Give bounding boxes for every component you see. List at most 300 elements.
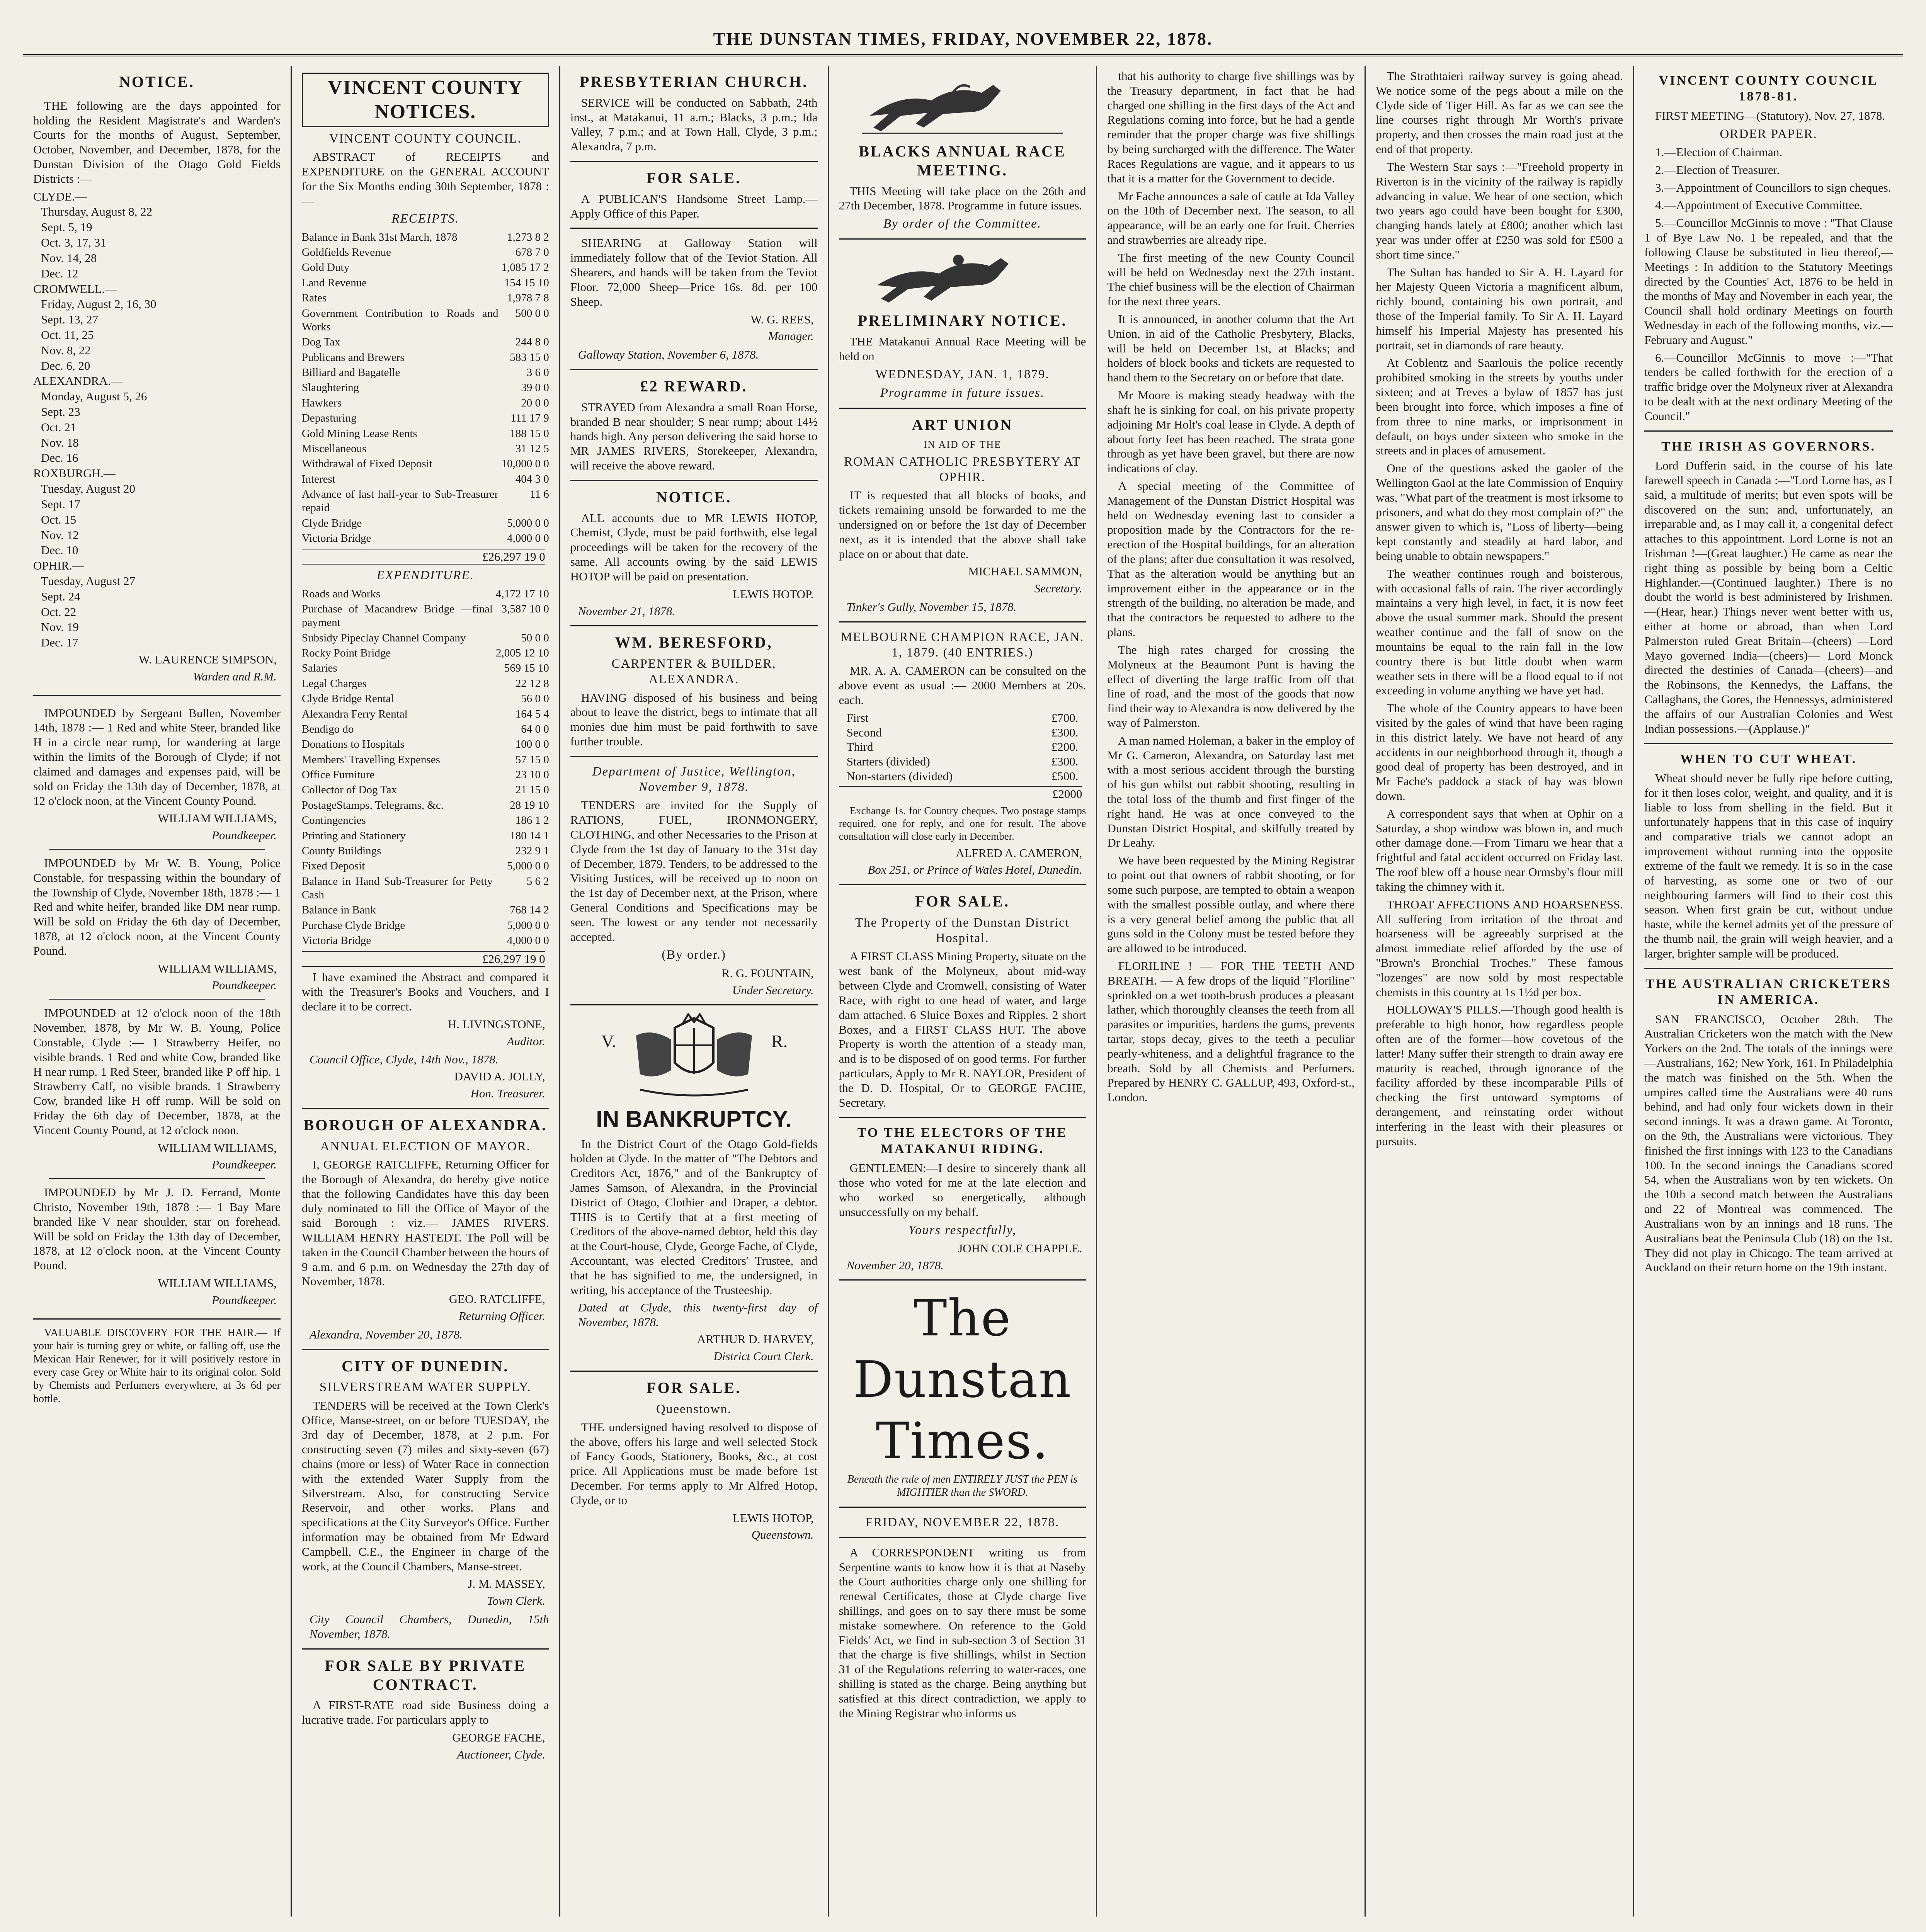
- water-tender: TENDERS will be received at the Town Clerk's Office, Manse-street, on or before TUESDAY, the 3rd day of December, 1878, at 2 p.m. For constructing seven (7) miles and sixty-seven (67) chains (more or less) of Water Race in connection with the extended Water Supply from the Silverstream. Also, for constructing Service Reservoir, and other works. Plans and specifications at the City Surveyor's Office. Further information may be obtained from Mr Edward Campbell, C.E., the Engineer in charge of the work, at the Council Chambers, Manse-street.: [301, 1398, 549, 1573]
- account-row: [302, 676, 549, 691]
- order-paper-heading: ORDER PAPER.: [1720, 127, 1817, 141]
- account-amount: 5,000 0 0: [507, 919, 549, 932]
- account-item: Balance in Bank: [301, 904, 376, 917]
- preliminary-date: WEDNESDAY, JAN. 1, 1879.: [875, 367, 1050, 381]
- cup-note: Exchange 1s. for Country cheques. Two postage stamps required, one for reply, and one for result. The above consultation will close early in December.: [839, 804, 1086, 842]
- news-paragraph: A correspondent says that when at Ophir on a Saturday, a shop window was blown in, and much other damage done.—From Timaru we hear that a frightful and fatal accident occurred on Friday last. The roof blew off a house near Ormsby's flour mill taking the chimney with it.: [1376, 806, 1623, 893]
- order-item: 4.—Appointment of Executive Committee.: [1655, 198, 1863, 212]
- order-item: 5.—Councillor McGinnis to move : "That Clause 1 of Bye Law No. 1 be repealed, and that the following Clause be substituted in lieu thereof,—Meetings : In addition to the Statutory Meetings directed by the Counties' Act, 1876 to be held in the months of May and November in each year, the Council shall hold ordinary Meetings on fourth Wednesday in each of the following months, viz.—February and August.": [1644, 216, 1893, 347]
- newspaper-motto: Beneath the rule of men ENTIRELY JUST the PEN is MIGHTIER than the SWORD.: [847, 1473, 1078, 1499]
- cup-notice: MR. A. A. CAMERON can be consulted on the above event as usual :— 2000 Members at 20s. each.: [839, 664, 1086, 707]
- medical-hall-heading: FOR SALE.: [647, 1379, 742, 1396]
- cricket-heading: THE AUSTRALIAN CRICKETERS IN AMERICA.: [1645, 976, 1892, 1007]
- irish-article: Lord Dufferin said, in the course of his late farewell speech in Canada :—"Lord Lorne has, as I said, a multitude of merits; but even spots will be discovered on the sun; and, unfortunately, an irreparable and, as I may call it, a congenital defect attaches to this appointment. Lord Lorne is not an Irishman !—(Great laughter.) He came as near the right thing as possible by being born a Celtic Highlander.—(Continued laughter.) There is no doubt the world is best administered by Irishmen.—(Hear, hear.) Things never went better with us, either at home or abroad, than when Lord Palmerston ruled Great Britain—(cheers) —Lord Mayo governed India—(cheers)— Lord Monck directed the destinies of Canada—(cheers)—and the Robinsons, the Kennedys, the Laffans, the Callaghans, the Gores, the Hennessys, administered the affairs of our Australian Colonies and West Indian possessions.—(Applause.)": [1644, 459, 1893, 735]
- medical-hall-place: Queenstown.: [751, 1528, 814, 1542]
- account-row: [302, 813, 549, 828]
- account-row: [302, 441, 549, 456]
- account-amount: 4,000 0 0: [507, 934, 549, 947]
- account-row: [302, 874, 549, 903]
- abstract-intro: ABSTRACT of RECEIPTS and EXPENDITURE on the GENERAL ACCOUNT for the Six Months ending 30th September, 1878 :—: [301, 150, 549, 207]
- account-item: Purchase of Macandrew Bridge —final payment: [301, 602, 493, 629]
- account-item: Purchase Clyde Bridge: [301, 919, 405, 932]
- cameron-signature: ALFRED A. CAMERON,: [956, 846, 1082, 860]
- account-row: [302, 306, 549, 335]
- property-sale-heading: FOR SALE.: [915, 893, 1010, 910]
- account-item: Balance in Bank 31st March, 1878: [301, 231, 458, 243]
- crest-letter-v: V.: [601, 1031, 616, 1051]
- account-amount: 3,587 10 0: [501, 602, 549, 615]
- account-row: [302, 472, 549, 487]
- news-paragraph: The first meeting of the new County Council will be held on Wednesday next the 27th instant. The chief business will be the election of Chairman for the next three years.: [1107, 250, 1355, 308]
- account-row: [302, 487, 549, 516]
- schedule-date: Friday, August 2, 16, 30: [41, 297, 157, 311]
- schedule-date: Sept. 5, 19: [41, 220, 92, 234]
- account-amount: 1,978 7 8: [507, 292, 549, 304]
- account-row: [302, 933, 549, 948]
- account-row: [302, 828, 549, 844]
- order-item: 3.—Appointment of Councillors to sign cheques.: [1655, 180, 1891, 194]
- column-5: [1097, 66, 1366, 1917]
- by-order: (By order.): [662, 948, 727, 962]
- returning-officer-title: Returning Officer.: [458, 1309, 545, 1323]
- prize-name: Non-starters (divided): [846, 769, 953, 783]
- electors-heading: TO THE ELECTORS OF THE MATAKANUI RIDING.: [857, 1126, 1068, 1156]
- account-amount: 22 12 8: [515, 677, 549, 690]
- beresford-heading: WM. BERESFORD,: [615, 634, 773, 651]
- royal-crest-icon: [578, 1012, 810, 1101]
- account-amount: 569 15 10: [504, 662, 549, 675]
- property-sale-sub: The Property of the Dunstan District Hospital.: [855, 915, 1070, 946]
- account-amount: 2,005 12 10: [495, 647, 549, 660]
- account-amount: 232 9 1: [515, 844, 549, 857]
- account-row: [302, 587, 549, 602]
- medical-hall-sub: Queenstown.: [656, 1402, 732, 1416]
- poundkeeper-signature: WILLIAM WILLIAMS,: [158, 1141, 277, 1155]
- account-row: [302, 291, 549, 306]
- schedule-date: Monday, August 5, 26: [41, 389, 147, 403]
- shearing-date: Galloway Station, November 6, 1878.: [578, 348, 759, 362]
- impound-notice: IMPOUNDED by Mr J. D. Ferrand, Monte Christo, November 19th, 1878 :— 1 Bay Mare branded like V near shoulder, star on forehead. Will be sold on Friday the 13th day of December, 1878, at 12 o'clock noon, at the Vincent County Pound.: [33, 1185, 281, 1272]
- account-row: [302, 245, 549, 260]
- account-item: Billiard and Bagatelle: [301, 366, 400, 379]
- account-row: [302, 230, 549, 245]
- cricket-article: SAN FRANCISCO, October 28th. The Australian Cricketers won the match with the New Yorkers on the 2nd. The totals of the innings were—Australians, 162; New York, 161. In Philadelphia the match was finished on the 5th. When the umpires called time the Australians were 40 runs behind, and had only four wickets down in their second innings. It was a drawn game. At Toronto, on the 9th, the Australians were victorious. They finished the first innings with 123 to the Canadians 100. In the second innings the Canadians scored 54, when the Australians won by ten wickets. On the 10th a second match between the Australians and 22 of Montreal was commenced. The Australians won by an innings and 18 runs. The Australians beat the Peninsula Club (18) on the 1st. They did not play in Chicago. The team arrived at Auckland on their return home on the 19th instant.: [1644, 1012, 1893, 1274]
- private-contract-text: A FIRST-RATE road side Business doing a lucrative trade. For particulars apply to: [301, 1698, 549, 1727]
- account-item: Gold Duty: [301, 261, 350, 274]
- account-row: [302, 260, 549, 275]
- town-clerk-signature: J. M. MASSEY,: [468, 1577, 545, 1591]
- prize-name: First: [846, 711, 869, 724]
- prize-row: [839, 711, 1086, 725]
- art-union-sub: ROMAN CATHOLIC PRESBYTERY AT OPHIR.: [844, 454, 1081, 485]
- account-amount: 28 19 10: [510, 799, 549, 811]
- account-row: [302, 516, 549, 531]
- account-amount: 154 15 10: [504, 276, 549, 289]
- account-item: Collector of Dog Tax: [301, 784, 397, 796]
- wheat-article: Wheat should never be fully ripe before cutting, for it then loses color, weight, and quality, and it is liable to loss from shelling in the field. But it unfortunately happens that in this case of inquiry and comparative trials we cannot adopt an improvement without running into the opposite extreme of the fault we remedy. It is so in the case of harvesting, as some one or two of our neighbouring farmers will find to their cost this season. When first grain be cut, without undue haste, while the kernel admits yet of the pressure of the thumb nail, the grain will weigh heavier, and a larger, brighter sample will be produced.: [1644, 771, 1893, 960]
- schedule-date: Sept. 17: [41, 497, 80, 511]
- prize-list: [839, 711, 1086, 784]
- art-union-notice: IT is requested that all blocks of books, and tickets remaining unsold be forwarded to me the undersigned on or before the 1st day of December next, as it is intended that the above shall take place on or about that date.: [839, 488, 1086, 561]
- order-paper-list: [1644, 145, 1893, 423]
- account-amount: 768 14 2: [510, 904, 549, 917]
- court-clerk-title: District Court Clerk.: [713, 1349, 814, 1363]
- account-item: Victoria Bridge: [301, 934, 371, 947]
- schedule-date: Nov. 14, 28: [41, 251, 97, 265]
- column-7: [1634, 66, 1903, 1917]
- bankruptcy-date: Dated at Clyde, this twenty-first day of November, 1878.: [578, 1301, 818, 1329]
- schedule-date: Oct. 21: [41, 420, 77, 434]
- account-row: [302, 380, 549, 395]
- shearing-notice: SHEARING at Galloway Station will immediately follow that of the Teviot Station. All Shearers, and hands will be taken from the Teviot Floor. 72,000 Sheep—Price 16s. 8d. per 100 Sheep.: [570, 236, 818, 308]
- account-item: Members' Travelling Expenses: [301, 753, 440, 766]
- justice-dateline: Department of Justice, Wellington, November 9, 1878.: [592, 764, 796, 794]
- account-item: Roads and Works: [301, 587, 381, 600]
- account-item: Printing and Stationery: [301, 829, 406, 842]
- schedule-date: Thursday, August 8, 22: [41, 205, 153, 219]
- holloway-ad: HOLLOWAY'S PILLS.—Though good health is preferable to high honor, how regardless people often are of the former—how covetous of the latter! Many suffer their strength to drain away ere maturity is reached, through ignorance of the facility afforded by these incomparable Pills of checking the first untoward symptoms of derangement, and reinstating order without interfering in the least with their pleasures or pursuits.: [1376, 1003, 1623, 1148]
- preliminary-notice: THE Matakanui Annual Race Meeting will be held on: [839, 335, 1086, 363]
- news-paragraph: The whole of the Country appears to have been visited by the gales of wind that have been raging in this district lately. We have not heard of any accidents in our neighborhood through it, though a good deal of property has been destroyed, and in Mr Fache's paddock a stack of hay was blown down.: [1376, 701, 1623, 803]
- water-heading: SILVERSTREAM WATER SUPPLY.: [319, 1380, 531, 1395]
- account-amount: 583 15 0: [510, 351, 549, 364]
- account-row: [302, 602, 549, 631]
- account-item: Hawkers: [301, 396, 342, 409]
- account-amount: 57 15 0: [515, 753, 549, 766]
- schedule-date: Sept. 24: [41, 589, 80, 603]
- news-paragraph: It is announced, in another column that the Art Union, in aid of the Catholic Presbytery, Blacks, will be held on December 1st, at Blacks; and holders of block books and tickets are requested to hand them to the Secretary on or before that date.: [1107, 312, 1355, 384]
- prize-total: £2000: [839, 786, 1082, 801]
- hotop-signature: LEWIS HOTOP.: [733, 587, 814, 601]
- under-secretary-signature: R. G. FOUNTAIN,: [721, 966, 814, 980]
- expenditure-table: [302, 587, 549, 949]
- account-row: [302, 707, 549, 722]
- race-meeting-notice: THIS Meeting will take place on the 26th and 27th December, 1878. Programme in future issues.: [839, 184, 1086, 213]
- court-notice-intro: THE following are the days appointed for holding the Resident Magistrate's and Warden's Courts for the months of August, September, October, November, and December, 1878, for the Dunstan Division of the Otago Gold Fields Districts :—: [33, 99, 281, 185]
- account-row: [302, 646, 549, 661]
- property-sale-text: A FIRST CLASS Mining Property, situate on the west bank of the Molyneux, about mid-way between Clyde and Cromwell, consisting of Water Race, with right to one head of water, and large dam attached. 6 Sluice Boxes and Ripples. 2 short Boxes, and a FIRST CLASS HUT. The above Property is worth the attention of a steady man, and is to be disposed of on good terms. For further particulars, Apply to Mr R. NAYLOR, President of the D. D. Hospital, Or to GEORGE FACHE, Secretary.: [839, 949, 1086, 1109]
- account-amount: 23 10 0: [515, 769, 549, 781]
- account-row: [302, 737, 549, 752]
- prison-tenders: TENDERS are invited for the Supply of RATIONS, FUEL, IRONMONGERY, CLOTHING, and other Necessaries to the Prison at Clyde from the 1st day of January to the 31st day of December, 1879. Tenders, to be addressed to the Visiting Justices, will be received up to noon on the 1st day of December next, at the Prison, where General Conditions and Specifications may be seen. The lowest or any tender not necessarily accepted.: [570, 798, 818, 944]
- account-item: Dog Tax: [301, 336, 340, 349]
- impound-notice: IMPOUNDED by Mr W. B. Young, Police Constable, for trespassing within the boundary of the Township of Clyde, November 18th, 1878 :— 1 Red and white heifer, branded like DM near rump. Will be sold on Friday the 6th day of December, 1878, at 12 o'clock noon, at the Vincent County Pound.: [33, 856, 281, 957]
- court-schedule: [33, 189, 281, 650]
- column-4: [829, 66, 1097, 1917]
- council-heading: VINCENT COUNTY COUNCIL.: [329, 131, 522, 146]
- poundkeeper-title: Poundkeeper.: [211, 828, 277, 842]
- poundkeeper-signature: WILLIAM WILLIAMS,: [158, 961, 277, 975]
- medical-hall-text: THE undersigned having resolved to dispose of the above, offers his large and well selected Stock of Fancy Goods, Stationery, Books, &c., at cost price. All Applications must be made before 1st December. For terms apply to Mr Alfred Hotop, Clyde, or to: [570, 1420, 818, 1507]
- impound-notices: [33, 703, 281, 1311]
- account-item: Fixed Deposit: [301, 860, 365, 872]
- account-item: Rates: [301, 292, 327, 304]
- poundkeeper-signature: WILLIAM WILLIAMS,: [158, 1276, 277, 1290]
- newspaper-page: [23, 66, 1903, 1917]
- account-row: [302, 903, 549, 918]
- prize-name: Starters (divided): [846, 755, 930, 769]
- electors-letter: GENTLEMEN:—I desire to sincerely thank all those who voted for me at the late election and who worked so energetically, although unsuccessfully on my behalf.: [839, 1161, 1086, 1219]
- schedule-date: Dec. 6, 20: [41, 359, 90, 372]
- account-row: [302, 411, 549, 426]
- impound-notice: IMPOUNDED by Sergeant Bullen, November 14th, 1878 :— 1 Red and white Steer, branded like H in a circle near rump, for wandering at large within the limits of the Borough of Clyde; if not claimed and damages and expenses paid, will be sold on Friday the 13th day of December, 1878, at 12 o'clock noon, at the Vincent County Pound.: [33, 706, 281, 808]
- crest-letter-r: R.: [771, 1031, 788, 1051]
- horse-illustration: [839, 70, 1086, 135]
- bankruptcy-notice: In the District Court of the Otago Gold-fields holden at Clyde. In the matter of "The Debtors and Creditors Act, 1876," and of the Bankruptcy of James Samson, of Alexandra, in the Provincial District of Otago, Clothier and Draper, a debtor. THIS is to Certify that at a first meeting of Creditors of the above-named debtor, held this day at the Court-house, Clyde, George Fache, of Clyde, Accountant, was elected Creditors' Trustee, and that he has signified to me, the undersigned, in writing, his acceptance of the Trusteeship.: [570, 1137, 818, 1297]
- account-amount: 3 6 0: [526, 366, 549, 379]
- election-date: Alexandra, November 20, 1878.: [309, 1327, 463, 1341]
- account-item: Gold Mining Lease Rents: [301, 427, 417, 440]
- news-paragraph: The Sultan has handed to Sir A. H. Layard for her Majesty Queen Victoria a magnificent album, richly bound, containing his own portrait, and those of the Imperial family. To Sir A. H. Layard himself his Imperial Majesty has presented his portrait, set in diamonds of rare beauty.: [1376, 265, 1623, 352]
- account-row: [302, 722, 549, 737]
- account-item: Donations to Hospitals: [301, 738, 405, 751]
- prize-row: [839, 754, 1086, 769]
- column-3: [560, 66, 829, 1917]
- church-notice: SERVICE will be conducted on Sabbath, 24th inst., at Matakanui, 11 a.m.; Blacks, 3 p.m.; Ida Valley, 7 p.m.; and at Town Hall, Clyde, 3 p.m.; Alexandra, 7 p.m.: [570, 95, 818, 153]
- account-amount: 186 1 2: [515, 814, 549, 827]
- manager-title: Manager.: [768, 329, 814, 343]
- schedule-date: Tuesday, August 27: [41, 574, 136, 588]
- schedule-date: Nov. 8, 22: [41, 343, 91, 357]
- account-row: [302, 396, 549, 411]
- news-paragraph: A man named Holeman, a baker in the employ of Mr G. Cameron, Alexandra, on Saturday last met with a most serious accident through the bursting of his gun whilst out rabbit shooting, resulting in the total loss of the thumb and first finger of the right hand. He was at once conveyed to the Dunstan District Hospital, and skilfully treated by Dr Leahy.: [1107, 733, 1355, 850]
- news-paragraph: We have been requested by the Mining Registrar to point out that owners of rabbit shooting, or for some such purpose, are tempted to obtain a weapon with the smallest possible outlay, and where there is a very general belief among the public that all guns sold in the Colony must be tested before they are allowed to be introduced.: [1107, 854, 1355, 955]
- schedule-date: Tuesday, August 20: [41, 482, 136, 496]
- dunedin-heading: CITY OF DUNEDIN.: [342, 1357, 509, 1375]
- account-item: Slaughtering: [301, 381, 359, 394]
- account-row: [302, 782, 549, 798]
- schedule-place: CROMWELL.—: [33, 282, 117, 296]
- poundkeeper-title: Poundkeeper.: [211, 1293, 277, 1307]
- preliminary-programme: Programme in future issues.: [880, 386, 1045, 400]
- poundkeeper-signature: WILLIAM WILLIAMS,: [158, 811, 277, 825]
- race-by-order: By order of the Committee.: [883, 217, 1042, 231]
- order-item: 2.—Election of Treasurer.: [1655, 163, 1780, 177]
- reward-notice: STRAYED from Alexandra a small Roan Horse, branded B near shoulder; S near rump; about 14½ hands high. Any person delivering the said horse to MR JAMES RIVERS, Storekeeper, Alexandra, will receive the above reward.: [570, 400, 818, 473]
- schedule-date: Oct. 22: [41, 605, 77, 619]
- secretary-title: Secretary.: [1034, 582, 1082, 595]
- medical-hall-signature: LEWIS HOTOP,: [733, 1511, 814, 1525]
- account-row: [302, 456, 549, 471]
- account-item: County Buildings: [301, 844, 381, 857]
- account-row: [302, 276, 549, 291]
- account-item: PostageStamps, Telegrams, &c.: [301, 799, 444, 811]
- prize-name: Second: [846, 725, 882, 739]
- news-paragraph: The Western Star says :—"Freehold property in Riverton is in the vicinity of the railway is rapidly advancing in value. We hear of one section, which two years ago could have been bought for £300, changing hands lately at £800; another which last year was under offer at £250 was sold for £500 a short time since.": [1376, 160, 1623, 261]
- account-amount: 56 0 0: [521, 692, 549, 705]
- account-amount: 50 0 0: [521, 631, 549, 644]
- wheat-heading: WHEN TO CUT WHEAT.: [1680, 752, 1857, 766]
- account-item: Contingencies: [301, 814, 366, 827]
- account-amount: 64 0 0: [521, 723, 549, 735]
- account-item: Legal Charges: [301, 677, 367, 690]
- account-row: [302, 752, 549, 767]
- account-row: [302, 844, 549, 859]
- prize-amount: £700.: [1051, 711, 1079, 724]
- church-heading: PRESBYTERIAN CHURCH.: [580, 73, 808, 90]
- prize-amount: £300.: [1051, 755, 1079, 769]
- account-row: [302, 426, 549, 441]
- section-heading: VINCENT COUNTY NOTICES.: [302, 73, 549, 127]
- account-amount: 678 7 0: [515, 246, 549, 259]
- schedule-date: Nov. 12: [41, 528, 79, 542]
- news-paragraph: that his authority to charge five shillings was by the Treasury department, in fact that he had charged one shilling in the first days of the Act and Regulations coming into force, but he had a gentle reminder that the proper charge was five shillings by being surcharged with the difference. The Water Races Regulations are vague, and it appears to us that it is a matter for the Government to decide.: [1107, 69, 1355, 185]
- account-amount: 1,273 8 2: [507, 231, 549, 243]
- court-clerk-signature: ARTHUR D. HARVEY,: [697, 1332, 814, 1346]
- account-item: Publicans and Brewers: [301, 351, 405, 364]
- bankruptcy-heading: IN BANKRUPTCY.: [596, 1106, 792, 1133]
- secretary-signature: MICHAEL SAMMON,: [968, 565, 1082, 578]
- schedule-date: Oct. 3, 17, 31: [41, 236, 106, 250]
- borough-heading: BOROUGH OF ALEXANDRA.: [303, 1116, 547, 1134]
- electors-closing: Yours respectfully,: [908, 1223, 1017, 1237]
- reward-heading: £2 REWARD.: [640, 377, 748, 395]
- column-2: [292, 66, 560, 1917]
- news-paragraph: At Coblentz and Saarlouis the police recently prohibited smoking in the streets by youths under sixteen; and at Treves a bylaw of 1857 has just been brought into force, which imposes a fine of from three to nine marks, or imprisonment in default, on boys under sixteen who smoke in the streets and in places of amusement.: [1376, 356, 1623, 457]
- schedule-date: Dec. 16: [41, 451, 78, 465]
- account-item: Salaries: [301, 662, 337, 675]
- racehorse-icon: [854, 247, 1070, 304]
- prize-row: [839, 740, 1086, 754]
- prize-amount: £500.: [1051, 769, 1079, 783]
- account-amount: 20 0 0: [521, 396, 549, 409]
- account-row: [302, 798, 549, 813]
- under-secretary-title: Under Secretary.: [732, 983, 814, 997]
- order-item: 1.—Election of Chairman.: [1655, 145, 1783, 159]
- court-notice: [33, 95, 281, 688]
- schedule-date: Nov. 18: [41, 435, 79, 449]
- account-row: [302, 859, 549, 874]
- auditor-title: Auditor.: [507, 1034, 545, 1048]
- prize-row: [839, 769, 1086, 784]
- account-amount: 4,172 17 10: [495, 587, 549, 600]
- returning-officer-signature: GEO. RATCLIFFE,: [449, 1292, 545, 1306]
- schedule-date: Sept. 13, 27: [41, 313, 99, 327]
- prize-amount: £300.: [1051, 725, 1079, 739]
- schedule-date: Nov. 19: [41, 620, 79, 634]
- receipts-total: £26,297 19 0: [302, 549, 545, 565]
- warden-signature: W. LAURENCE SIMPSON,: [138, 653, 277, 667]
- news-paragraph: The weather continues rough and boisterous, with occasional falls of rain. The river accordingly maintains a very high level, in fact, it is now feet above the usual summer mark. Should the present weather continue and the fall of snow on the mountains be equal to the rain fall in the low country there is but little doubt when warm weather sets in there will be a flood equal to if not exceeding in volume anything we have yet had.: [1376, 566, 1623, 697]
- account-row: [302, 767, 549, 782]
- masthead: THE DUNSTAN TIMES, FRIDAY, NOVEMBER 22, 1878.: [23, 23, 1903, 56]
- account-amount: 11 6: [530, 488, 549, 500]
- prize-row: [839, 725, 1086, 740]
- receipts-table: [302, 230, 549, 546]
- art-union-aid: IN AID OF THE: [923, 439, 1001, 451]
- auctioneer-signature: GEORGE FACHE,: [452, 1730, 545, 1744]
- news-paragraph: The high rates charged for crossing the Molyneux at the Beaumont Punt is having the effect of diverting the large traffic from off that line of road, and the most of the goods that now find their way to Alexandra is now delivered by the way of Palmerston.: [1107, 643, 1355, 730]
- beresford-trade: CARPENTER & BUILDER, ALEXANDRA.: [611, 657, 776, 687]
- account-amount: 39 0 0: [521, 381, 549, 394]
- art-union-date: Tinker's Gully, November 15, 1878.: [846, 600, 1017, 614]
- issue-dateline: FRIDAY, NOVEMBER 22, 1878.: [865, 1515, 1060, 1529]
- account-item: Bendigo do: [301, 723, 354, 735]
- account-item: Clyde Bridge: [301, 517, 362, 529]
- treasurer-signature: DAVID A. JOLLY,: [454, 1070, 545, 1083]
- notice-heading: NOTICE.: [119, 73, 195, 90]
- race-meeting-heading: BLACKS ANNUAL RACE MEETING.: [859, 143, 1066, 179]
- private-contract-heading: FOR SALE BY PRIVATE CONTRACT.: [325, 1656, 526, 1693]
- preliminary-heading: PRELIMINARY NOTICE.: [858, 312, 1067, 330]
- poundkeeper-title: Poundkeeper.: [211, 978, 277, 992]
- account-row: [302, 691, 549, 706]
- cameron-address: Box 251, or Prince of Wales Hotel, Dunedin.: [868, 863, 1082, 877]
- account-amount: 31 12 5: [515, 442, 549, 455]
- column-1: [23, 66, 292, 1917]
- account-row: [302, 918, 549, 933]
- account-amount: 180 14 1: [510, 829, 549, 842]
- account-amount: 21 15 0: [515, 784, 549, 796]
- receipts-heading: RECEIPTS.: [391, 212, 459, 226]
- account-item: Land Revenue: [301, 276, 367, 289]
- irish-heading: THE IRISH AS GOVERNORS.: [1661, 439, 1876, 454]
- news-paragraph: Mr Fache announces a sale of cattle at Ida Valley on the 10th of December next. The season, to all appearance, will be an early one for fruit. Cherries and strawberries are already ripe.: [1107, 189, 1355, 247]
- news-paragraph: Mr Moore is making steady headway with the shaft he is sinking for coal, on his private property adjoining Mr Holt's coal lease in Clyde. A depth of about forty feet has been reached. The strata gone through as yet have been gravel, but there are now indications of clay.: [1107, 388, 1355, 475]
- schedule-place: CLYDE.—: [33, 189, 87, 203]
- hotop-date: November 21, 1878.: [578, 604, 675, 618]
- newspaper-flag: The Dunstan Times.: [853, 1289, 1072, 1470]
- account-amount: 1,085 17 2: [501, 261, 549, 274]
- schedule-date: Sept. 23: [41, 405, 80, 419]
- audit-statement: I have examined the Abstract and compared it with the Treasurer's Books and Vouchers, and I declare it to be correct.: [301, 970, 549, 1013]
- account-row: [302, 661, 549, 676]
- poundkeeper-title: Poundkeeper.: [211, 1158, 277, 1172]
- treasurer-title: Hon. Treasurer.: [470, 1087, 545, 1100]
- prize-amount: £200.: [1051, 740, 1079, 754]
- account-row: [302, 631, 549, 646]
- schedule-date: Dec. 17: [41, 636, 78, 650]
- expenditure-heading: EXPENDITURE.: [376, 568, 474, 583]
- schedule-place: ALEXANDRA.—: [33, 374, 123, 388]
- account-item: Clyde Bridge Rental: [301, 692, 394, 705]
- account-amount: 404 3 0: [515, 473, 549, 485]
- chapple-signature: JOHN COLE CHAPPLE.: [958, 1241, 1082, 1255]
- order-item: 6.—Councillor McGinnis to move :—"That tenders be called forthwith for the erection of a traffic bridge over the Molyneux river at Alexandra to be dealt with at the next ordinary Meeting of the Council.": [1644, 350, 1893, 423]
- election-notice: I, GEORGE RATCLIFFE, Returning Officer for the Borough of Alexandra, do hereby give notice that the following Candidates have this day been duly nominated to fill the Office of Mayor of the said Borough : viz.— JAMES RIVERS. WILLIAM HENRY HASTEDT. The Poll will be taken in the Council Chamber between the hours of 9 a.m. and 6 p.m. on Wednesday the 27th day of November, 1878.: [301, 1157, 549, 1288]
- expenditure-total: £26,297 19 0: [302, 951, 545, 967]
- hair-renewer-ad: VALUABLE DISCOVERY FOR THE HAIR.— If your hair is turning grey or white, or falling off, use the Mexican Hair Renewer, for it will positively restore in every case Grey or White hair to its original color. Sold by Chemists and Perfumers everywhere, at 3s 6d per bottle.: [33, 1327, 281, 1405]
- street-lamp-ad: A PUBLICAN'S Handsome Street Lamp.—Apply Office of this Paper.: [570, 192, 818, 220]
- editorial-text: A CORRESPONDENT writing us from Serpentine wants to know how it is that at Naseby the Court authorities charge only one shilling for renewal Certificates, those at Clyde charge five shillings, and goes on to say there must be some mistake somewhere. On reference to the Gold Fields' Act, we find in sub-section 3 of Section 31 that the charge is five shillings, whilst in Section 31 of the Regulations referring to water-races, one shilling is stated as the charge. Being anything but satisfied at this direct contradiction, we apply to the Mining Registrar who informs us: [839, 1545, 1086, 1720]
- prize-name: Third: [846, 740, 873, 754]
- news-paragraph: The Strathtaieri railway survey is going ahead. We notice some of the pegs about a mile on the Clyde side of Tiger Hill. As far as we can see the line courses right through Mr Worth's private property, and then crosses the main road just at the end of that property.: [1376, 69, 1623, 156]
- account-item: Alexandra Ferry Rental: [301, 707, 408, 720]
- account-amount: 188 15 0: [510, 427, 549, 440]
- schedule-place: ROXBURGH.—: [33, 466, 116, 480]
- news-paragraph: A special meeting of the Committee of Management of the Dunstan District Hospital was held on Wednesday evening last to consider a proposition made by the Contractors for the re-erection of the Hospital buildings, for an alteration of the plans; after due consultation it was resolved, That as the alteration would be anything but an improvement either in the appearance or in the strength of the building, no alteration be made, and that the contractors be requested to adhere to the plans.: [1107, 479, 1355, 639]
- account-amount: 500 0 0: [515, 307, 549, 320]
- account-item: Advance of last half-year to Sub-Treasurer repaid: [301, 488, 499, 514]
- council-office-date: Council Office, Clyde, 14th Nov., 1878.: [309, 1053, 499, 1066]
- floriline-ad: FLORILINE ! — FOR THE TEETH AND BREATH. — A few drops of the liquid "Floriline" sprinkled on a wet tooth-brush produces a pleasant lather, which thoroughly cleanses the teeth from all parasites or impurities, hardens the gums, prevents tartar, stops decay, gives to the teeth a peculiar pearly-whiteness, and a delightful fragrance to the breath. Sold by all Chemists and Perfumers. Prepared by HENRY C. GALLUP, 493, Oxford-st., London.: [1107, 959, 1355, 1104]
- news-paragraph: One of the questions asked the gaoler of the Wellington Gaol at the late Commission of Enquiry was, "What part of the treatment is most irksome to prisoners, and what do they most complain of?" the answer given to which is, "Loss of liberty—being kept constantly and steadily at hard labor, and being unable to obtain newspapers.": [1376, 461, 1623, 563]
- art-union-heading: ART UNION: [912, 416, 1013, 434]
- schedule-date: Oct. 15: [41, 512, 77, 526]
- account-amount: 244 8 0: [515, 336, 549, 349]
- royal-crest: [570, 1012, 818, 1101]
- manager-signature: W. G. REES,: [750, 312, 814, 326]
- cup-heading: MELBOURNE CHAMPION RACE, JAN. 1, 1879. (40 ENTRIES.): [840, 630, 1084, 660]
- account-amount: 5 6 2: [526, 875, 549, 888]
- beresford-notice: HAVING disposed of his business and being about to leave the district, begs to intimate that all monies due him must be paid forthwith to save further trouble.: [570, 690, 818, 748]
- warden-title: Warden and R.M.: [193, 669, 277, 683]
- account-item: Balance in Hand Sub-Treasurer for Petty Cash: [301, 875, 493, 901]
- account-item: Interest: [301, 473, 335, 485]
- schedule-place: OPHIR.—: [33, 559, 84, 573]
- account-row: [302, 365, 549, 380]
- account-item: Rocky Point Bridge: [301, 647, 391, 660]
